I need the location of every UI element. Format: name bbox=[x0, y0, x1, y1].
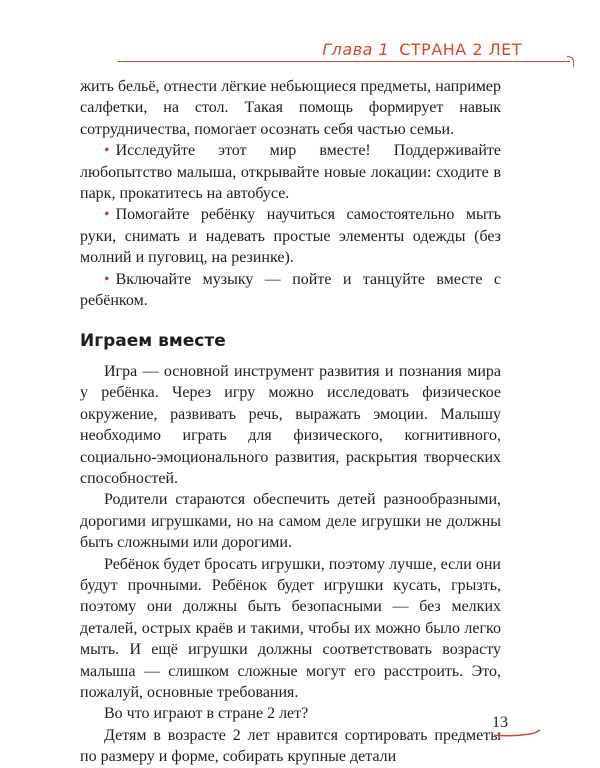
bullet-icon: • bbox=[104, 142, 110, 160]
page-body bbox=[80, 76, 501, 768]
bullet-text: Исследуйте этот мир вместе! Поддерживайте любопытство малыша, открывайте новые локации: сходите в парк, прокатитесь на автобусе. bbox=[80, 142, 501, 203]
paragraph: Детям в возрасте 2 лет нравится сортировать предметы по размеру и форме, собирать крупные детали bbox=[80, 726, 501, 766]
page-header bbox=[0, 0, 600, 70]
bullet-item bbox=[80, 269, 501, 312]
chapter-title: СТРАНА 2 ЛЕТ bbox=[399, 40, 522, 59]
paragraph: Ребёнок будет бросать игрушки, поэтому лучше, если они будут прочными. Ребёнок будет игрушки кусать, грызть, поэтому они должны быть безопасными — без мелких деталей, острых краёв и такими, чтобы их можно было легко мыть. И ещё игрушки должны соответствовать возрасту малыша — слишком сложные могут его расстроить. Это, пожалуй, основные требования. bbox=[80, 555, 501, 701]
chapter-label: Глава 1 bbox=[322, 40, 390, 59]
paragraph: Игра — основной инструмент развития и познания мира у ребёнка. Через игру можно исследовать физическое окружение, развивать речь, выражать эмоции. Малышу необходимо играть для физического, когнитивного, социально-эмоционального развития, раскрытия творческих способностей. bbox=[80, 362, 501, 487]
page-number: 13 bbox=[492, 714, 508, 731]
bullet-item bbox=[80, 204, 501, 268]
bullet-item bbox=[80, 140, 501, 204]
header-rule bbox=[118, 61, 570, 62]
paragraph-continued: жить бельё, отнести лёгкие небьющиеся предметы, например салфетки, на стол. Такая помощь формирует навык сотрудничества, помогает осознать себя частью семьи. bbox=[80, 78, 501, 138]
bullet-icon: • bbox=[104, 206, 110, 224]
bullet-icon: • bbox=[104, 270, 110, 288]
paragraph: Родители стараются обеспечить детей разнообразными, дорогими игрушками, но на самом деле игрушки не должны быть сложными или дорогими. bbox=[80, 491, 501, 552]
paragraph-question: Во что играют в стране 2 лет? bbox=[104, 705, 309, 723]
section-heading: Играем вместе bbox=[80, 331, 226, 352]
bullet-text: Помогайте ребёнку научиться самостоятельно мыть руки, снимать и надевать простые элементы одежды (без молний и пуговиц, на резинке). bbox=[80, 206, 501, 267]
running-head bbox=[322, 40, 522, 59]
bullet-text: Включайте музыку — пойте и танцуйте вместе с ребёнком. bbox=[80, 270, 501, 310]
page-number-swash-icon bbox=[492, 728, 542, 738]
